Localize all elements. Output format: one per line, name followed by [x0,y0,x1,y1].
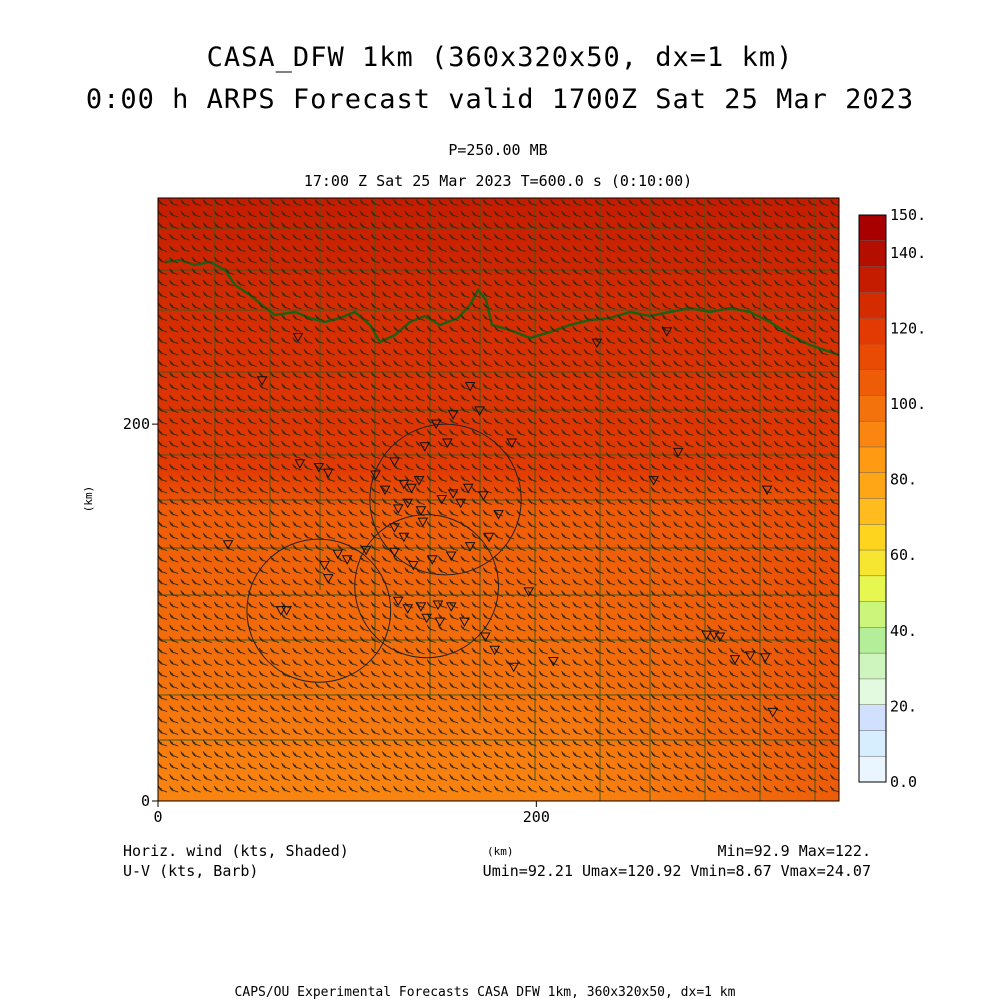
colorbar-band [859,395,886,421]
colorbar-band [859,550,886,576]
barb-field-label: U-V (kts, Barb) [123,862,259,880]
x-tick-label: 200 [522,808,550,826]
colorbar-band [859,679,886,705]
colorbar-band [859,524,886,550]
colorbar-labels [890,206,926,791]
y-axis-label: (km) [82,485,95,513]
x-axis-label: (km) [487,845,514,858]
x-tick-label: 0 [153,808,163,826]
pressure-level: P=250.00 MB [448,141,548,159]
colorbar-label: 100. [890,395,927,413]
colorbar-band [859,653,886,679]
colorbar-band [859,344,886,370]
colorbar-label: 0.0 [890,773,918,791]
colorbar-band [859,267,886,293]
colorbar-band [859,705,886,731]
colorbar-band [859,318,886,344]
colorbar-label: 150. [890,206,927,224]
forecast-title: CASA_DFW 1km (360x320x50, dx=1 km) [206,42,794,73]
y-tick-label: 0 [140,792,150,810]
colorbar [859,215,886,782]
colorbar-band [859,756,886,782]
colorbar-label: 80. [890,470,918,489]
colorbar-band [859,627,886,653]
colorbar-band [859,292,886,318]
colorbar-label: 20. [890,697,918,716]
colorbar-band [859,473,886,499]
colorbar-label: 40. [890,621,918,640]
colorbar-band [859,499,886,525]
colorbar-band [859,241,886,267]
colorbar-band [859,730,886,756]
shaded-field-label: Horiz. wind (kts, Shaded) [123,842,349,860]
colorbar-band [859,215,886,241]
model-time: 17:00 Z Sat 25 Mar 2023 T=600.0 s (0:10:00) [303,172,693,190]
uv-range: Umin=92.21 Umax=120.92 Vmin=8.67 Vmax=24.07 [482,862,871,880]
colorbar-band [859,421,886,447]
footer-credit: CAPS/OU Experimental Forecasts CASA DFW 1km, 360x320x50, dx=1 km [234,985,736,1000]
colorbar-band [859,576,886,602]
colorbar-band [859,370,886,396]
colorbar-label: 60. [890,546,918,565]
field-min-max: Min=92.9 Max=122. [717,842,871,860]
colorbar-label: 120. [890,319,927,338]
forecast-valid-time: 0:00 h ARPS Forecast valid 1700Z Sat 25 Mar 2023 [85,84,915,115]
colorbar-band [859,447,886,473]
y-tick-label: 200 [122,415,150,434]
colorbar-label: 140. [890,243,927,262]
colorbar-band [859,602,886,628]
